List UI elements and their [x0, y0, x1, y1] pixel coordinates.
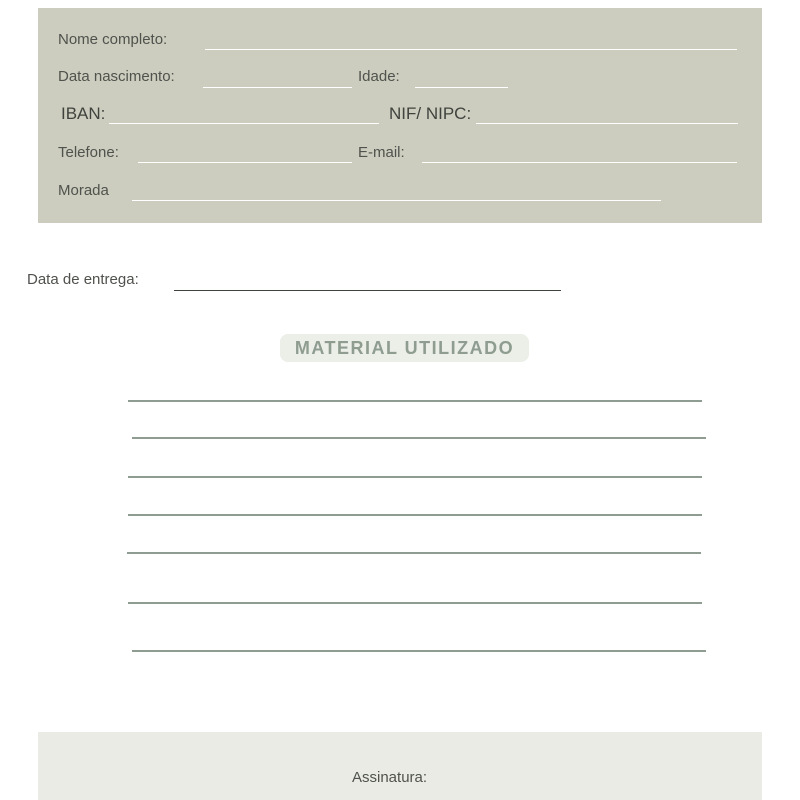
data-entrega-field[interactable] — [174, 290, 561, 291]
material-line[interactable] — [128, 400, 702, 402]
telefone-label: Telefone: — [58, 144, 119, 161]
nome-completo-field[interactable] — [205, 49, 737, 50]
material-utilizado-title: MATERIAL UTILIZADO — [280, 334, 529, 362]
idade-field[interactable] — [415, 87, 508, 88]
material-line[interactable] — [128, 476, 702, 478]
material-line[interactable] — [127, 552, 701, 554]
assinatura-label: Assinatura: — [352, 769, 428, 786]
material-line[interactable] — [132, 437, 706, 439]
personal-info-panel — [38, 8, 762, 223]
data-entrega-label: Data de entrega: — [27, 271, 139, 288]
material-line[interactable] — [128, 602, 702, 604]
idade-label: Idade: — [358, 68, 400, 85]
data-nascimento-label: Data nascimento: — [58, 68, 175, 85]
email-label: E-mail: — [358, 144, 405, 161]
material-line[interactable] — [128, 514, 702, 516]
nif-nipc-label: NIF/ NIPC: — [389, 104, 472, 123]
nif-nipc-field[interactable] — [476, 123, 738, 124]
iban-label: IBAN: — [61, 104, 106, 123]
material-line[interactable] — [132, 650, 706, 652]
data-nascimento-field[interactable] — [203, 87, 352, 88]
iban-field[interactable] — [109, 123, 379, 124]
telefone-field[interactable] — [138, 162, 352, 163]
morada-field[interactable] — [132, 200, 661, 201]
nome-completo-label: Nome completo: — [58, 31, 168, 48]
morada-label: Morada — [58, 182, 109, 199]
signature-panel — [38, 732, 762, 800]
email-field[interactable] — [422, 162, 737, 163]
